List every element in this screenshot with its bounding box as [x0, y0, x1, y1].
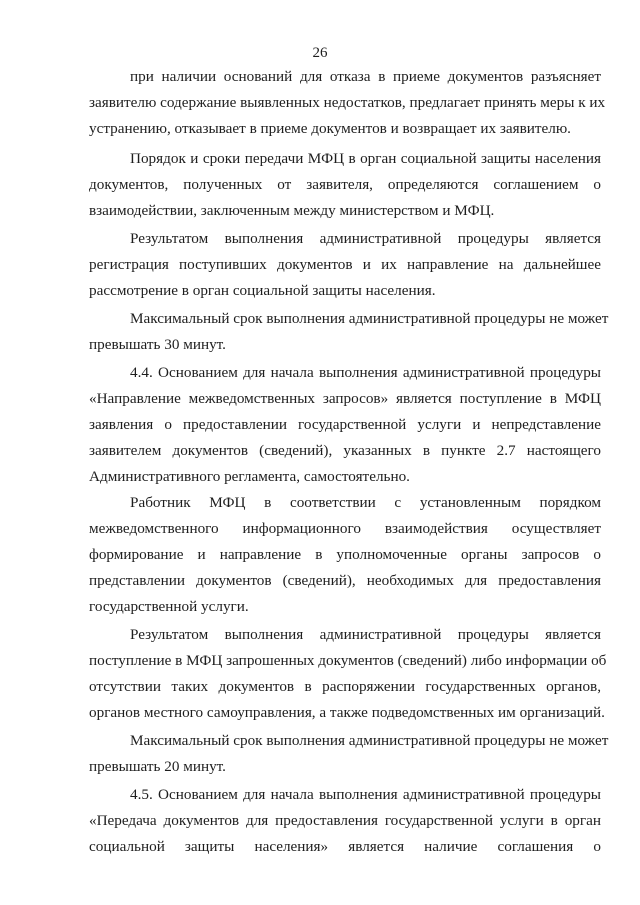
- text-line: заявления о предоставлении государственной услуги и непредставление: [89, 416, 601, 433]
- text-line: заявителю содержание выявленных недостатков, предлагает принять меры к их: [89, 94, 606, 111]
- text-line: превышать 30 минут.: [89, 336, 226, 353]
- text-line: «Передача документов для предоставления государственной услуги в орган: [89, 812, 601, 829]
- text-line: превышать 20 минут.: [89, 758, 226, 775]
- text-line: Административного регламента, самостоятельно.: [89, 468, 410, 485]
- text-line: взаимодействии, заключенным между министерством и МФЦ.: [89, 202, 495, 219]
- text-line: межведомственного информационного взаимодействия осуществляет: [89, 520, 601, 537]
- text-line: социальной защиты населения» является наличие соглашения о: [89, 838, 601, 855]
- text-line: рассмотрение в орган социальной защиты населения.: [89, 282, 436, 299]
- text-line: Максимальный срок выполнения административной процедуры не может: [130, 310, 609, 327]
- text-line: поступление в МФЦ запрошенных документов (сведений) либо информации об: [89, 652, 607, 669]
- text-line: регистрация поступивших документов и их направление на дальнейшее: [89, 256, 601, 273]
- text-line: Работник МФЦ в соответствии с установленным порядком: [130, 494, 601, 511]
- text-line: заявителем документов (сведений), указанных в пункте 2.7 настоящего: [89, 442, 601, 459]
- text-line: Результатом выполнения административной процедуры является: [130, 230, 601, 247]
- text-line: Максимальный срок выполнения административной процедуры не может: [130, 732, 609, 749]
- text-line: представлении документов (сведений), необходимых для предоставления: [89, 572, 601, 589]
- text-line: 4.5. Основанием для начала выполнения административной процедуры: [130, 786, 601, 803]
- text-line: при наличии оснований для отказа в приеме документов разъясняет: [130, 68, 601, 85]
- text-line: Порядок и сроки передачи МФЦ в орган социальной защиты населения: [130, 150, 601, 167]
- text-line: формирование и направление в уполномоченные органы запросов о: [89, 546, 601, 563]
- text-line: государственной услуги.: [89, 598, 249, 615]
- text-line: отсутствии таких документов в распоряжении государственных органов,: [89, 678, 601, 695]
- text-line: документов, полученных от заявителя, определяются соглашением о: [89, 176, 601, 193]
- text-line: 4.4. Основанием для начала выполнения административной процедуры: [130, 364, 601, 381]
- text-line: органов местного самоуправления, а также подведомственных им организаций.: [89, 704, 605, 721]
- text-line: устранению, отказывает в приеме документов и возвращает их заявителю.: [89, 120, 571, 137]
- text-line: «Направление межведомственных запросов» является поступление в МФЦ: [89, 390, 601, 407]
- page-number: 26: [312, 45, 328, 61]
- text-line: Результатом выполнения административной процедуры является: [130, 626, 601, 643]
